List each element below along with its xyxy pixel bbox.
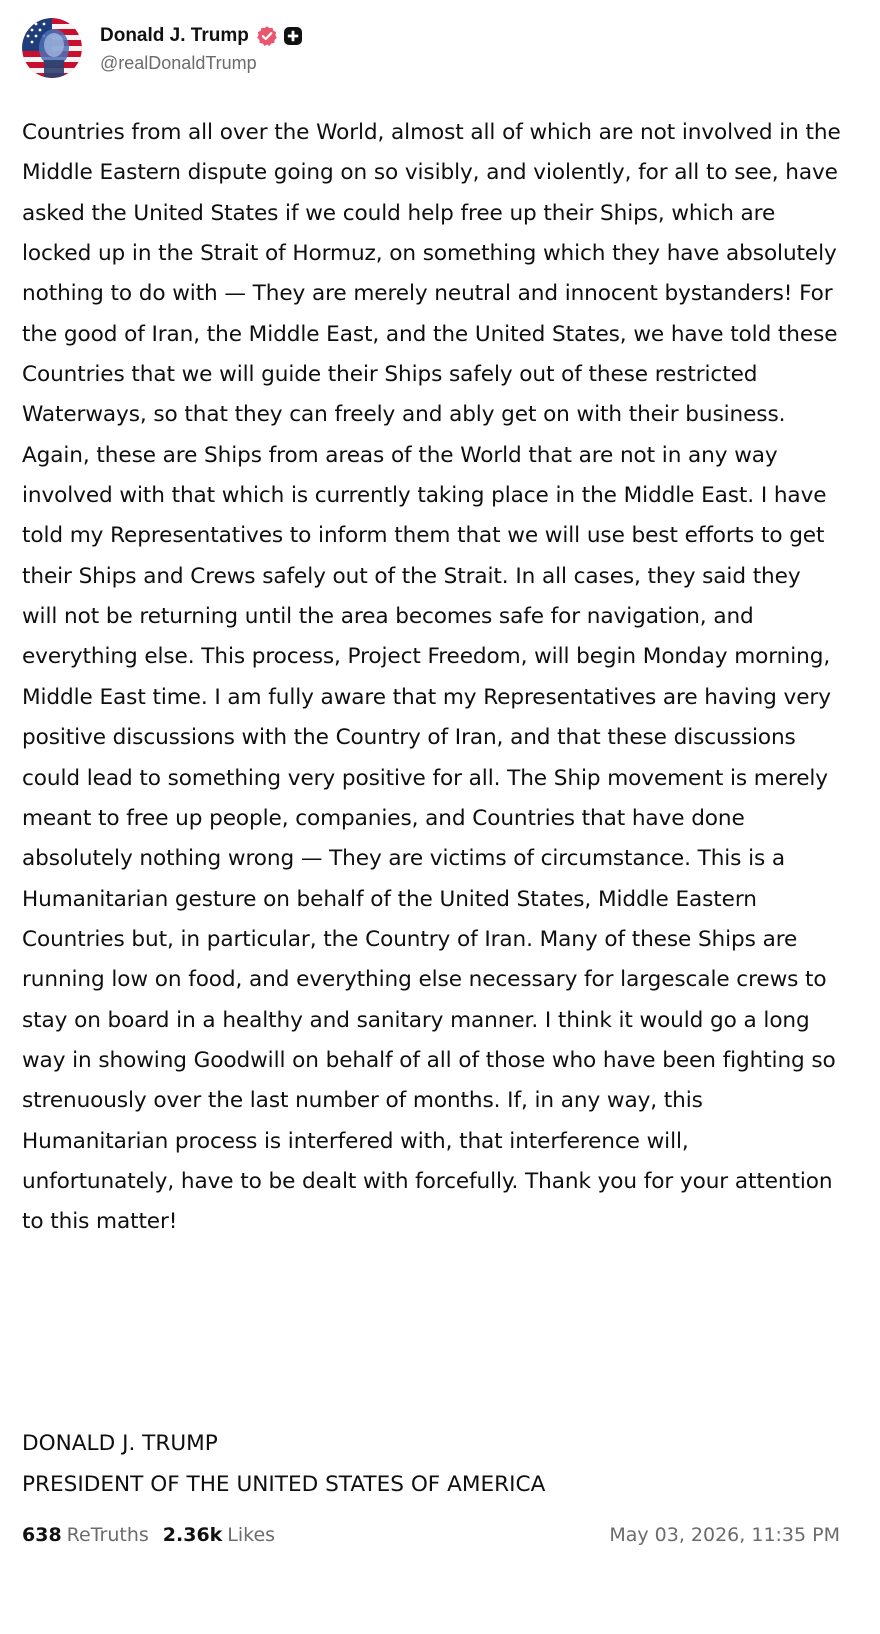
retruths-count: 638 xyxy=(22,1524,62,1546)
post-stats xyxy=(22,1524,289,1546)
verified-badge-icon xyxy=(256,25,278,47)
avatar-flag-portrait-icon xyxy=(22,18,82,78)
author-display-name[interactable]: Donald J. Trump xyxy=(100,24,249,46)
signature-name: DONALD J. TRUMP xyxy=(22,1431,218,1456)
name-row xyxy=(100,23,303,49)
retruths-stat[interactable] xyxy=(22,1524,149,1546)
avatar[interactable] xyxy=(22,18,82,78)
post-signature xyxy=(22,1424,545,1505)
post-footer xyxy=(22,1515,840,1555)
author-names xyxy=(100,23,303,74)
signature-title: PRESIDENT OF THE UNITED STATES OF AMERICA xyxy=(22,1471,546,1497)
likes-stat[interactable] xyxy=(163,1524,275,1546)
retruths-label: ReTruths xyxy=(66,1524,149,1546)
post-body-text: Countries from all over the World, almost all of which are not involved in the Middle Eastern dispute going on so visibly, and violently, for all to see, have asked the United States if we could help free up their Ships, which are locked up in the Strait of Hormuz, on something which they have absolutely nothing to do with — They are merely neutral and innocent bystanders! For the good of Iran, the Middle East, and the United States, we have told these Countries that we will guide their Ships safely out of these restricted Waterways, so that they can freely and ably get on with their business. Again, these are Ships from areas of the World that are not in any way involved with that which is currently taking place in the Middle East. I have told my Representatives to inform them that we will use best efforts to get their Ships and Crews safely out of the Strait. In all cases, they said they will not be returning until the area becomes safe for navigation, and everything else. This process, Project Freedom, will begin Monday morning, Middle East time. I am fully aware that my Representatives are having very positive discussions with the Country of Iran, and that these discussions could lead to something very positive for all. The Ship movement is merely meant to free up people, companies, and Countries that have done absolutely nothing wrong — They are victims of circumstance. This is a Humanitarian gesture on behalf of the United States, Middle Eastern Countries but, in particular, the Country of Iran. Many of these Ships are running low on food, and everything else necessary for largescale crews to stay on board in a healthy and sanitary manner. I think it would go a long way in showing Goodwill on behalf of all of those who have been fighting so strenuously over the last number of months. If, in any way, this Humanitarian process is interfered with, that interference will, unfortunately, have to be dealt with forcefully. Thank you for your attention to this matter! xyxy=(22,120,841,1235)
author-handle[interactable]: @realDonaldTrump xyxy=(100,52,257,73)
plus-badge-icon xyxy=(283,26,303,46)
post-timestamp[interactable]: May 03, 2026, 11:35 PM xyxy=(609,1524,840,1546)
likes-label: Likes xyxy=(227,1524,276,1546)
likes-count: 2.36k xyxy=(162,1524,223,1546)
post-header xyxy=(22,16,303,80)
